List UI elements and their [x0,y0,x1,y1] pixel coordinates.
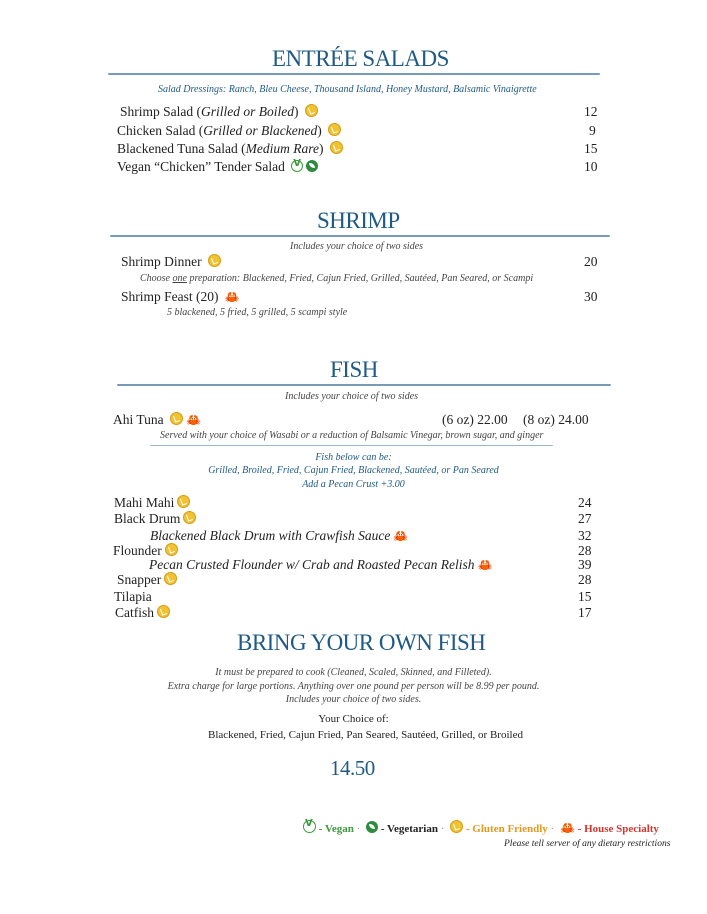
feast-note: 5 blackened, 5 fried, 5 grilled, 5 scampi style [167,307,348,318]
gluten-friendly-icon [170,412,183,425]
gluten-friendly-icon [177,495,190,508]
price: 32 [578,528,592,543]
vegan-icon [291,160,303,172]
gluten-friendly-icon [165,543,178,556]
shrimp-title: SHRIMP [317,208,400,233]
menu-item: Mahi Mahi [114,495,190,511]
gluten-friendly-icon [450,820,463,833]
menu-item: Blackened Black Drum with Crawfish Sauce 🦀 [150,528,409,543]
byof-choice-label: Your Choice of: [318,713,389,725]
gluten-friendly-icon [183,511,196,524]
vegetarian-icon [366,821,378,833]
price: 24 [578,495,592,510]
price: 12 [584,104,598,119]
price: (6 oz) 22.00 [442,412,508,427]
menu-item: Ahi Tuna 🦀 [113,412,201,427]
menu-item: Shrimp Salad (Grilled or Boiled) [120,104,318,120]
divider [150,445,553,446]
pecan-crust: Add a Pecan Crust +3.00 [302,479,405,490]
price: 17 [578,605,592,620]
menu-item: Chicken Salad (Grilled or Blackened) [117,123,341,139]
byof-line2: Extra charge for large portions. Anything over one pound per person will be 8.99 per pound. [167,681,540,692]
price: (8 oz) 24.00 [523,412,589,427]
price: 28 [578,572,592,587]
menu-item: Shrimp Feast (20) 🦀 [121,289,240,304]
section-divider [110,235,610,237]
house-specialty-icon: 🦀 [477,558,493,572]
menu-item: Pecan Crusted Flounder w/ Crab and Roasted Pecan Relish 🦀 [149,557,493,572]
menu-item: Black Drum [114,511,196,527]
section-divider [117,384,611,386]
house-specialty-icon: 🦀 [224,290,240,304]
vegan-icon [303,820,316,833]
entree-salads-title: ENTRÉE SALADS [272,46,449,71]
salad-dressings: Salad Dressings: Ranch, Bleu Cheese, Thousand Island, Honey Mustard, Balsamic Vinaigrette [158,84,537,95]
price: 20 [584,254,598,269]
byof-title: BRING YOUR OWN FISH [237,630,486,655]
house-specialty-icon: 🦀 [559,821,575,835]
menu-item: Tilapia [114,589,152,604]
menu-item: Blackened Tuna Salad (Medium Rare) [117,141,343,157]
fish-title: FISH [330,357,378,382]
menu-item: Vegan “Chicken” Tender Salad V [117,159,318,175]
dietary-legend: V - Vegan · - Vegetarian · - Gluten Friendly · 🦀 - House Specialty [300,820,659,835]
section-divider [108,73,600,75]
gluten-friendly-icon [305,104,318,117]
price: 9 [589,123,596,138]
gluten-friendly-icon [328,123,341,136]
price: 15 [578,589,592,604]
gluten-friendly-icon [330,141,343,154]
byof-line3: Includes your choice of two sides. [285,694,422,705]
price: 28 [578,543,592,558]
price: 15 [584,141,598,156]
menu-item: Catfish [115,605,170,621]
vegetarian-icon [306,160,318,172]
house-specialty-icon: 🦀 [393,529,409,543]
fish-methods: Grilled, Broiled, Fried, Cajun Fried, Blackened, Sautéed, or Pan Seared [208,465,499,476]
fish-can-be: Fish below can be: [315,452,392,463]
dietary-note: Please tell server of any dietary restrictions [504,839,671,849]
price: 27 [578,511,592,526]
byof-choices: Blackened, Fried, Cajun Fried, Pan Seared, Sautéed, Grilled, or Broiled [208,729,523,741]
gluten-friendly-icon [208,254,221,267]
price: 10 [584,159,598,174]
price: 30 [584,289,598,304]
price: 39 [578,557,592,572]
byof-line1: It must be prepared to cook (Cleaned, Scaled, Skinned, and Filleted). [215,667,492,678]
house-specialty-icon: 🦀 [186,413,201,427]
shrimp-sides: Includes your choice of two sides [290,241,424,252]
byof-price: 14.50 [330,756,375,780]
gluten-friendly-icon [164,572,177,585]
gluten-friendly-icon [157,605,170,618]
fish-sides: Includes your choice of two sides [285,391,419,402]
ahi-note: Served with your choice of Wasabi or a reduction of Balsamic Vinegar, brown sugar, and ginger [160,430,544,441]
shrimp-preparation: Choose one preparation: Blackened, Fried, Cajun Fried, Grilled, Sautéed, Pan Seared, or Scampi [140,273,534,284]
menu-item: Shrimp Dinner [121,254,221,270]
menu-item: Flounder [113,543,178,559]
menu-item: Snapper [117,572,177,588]
